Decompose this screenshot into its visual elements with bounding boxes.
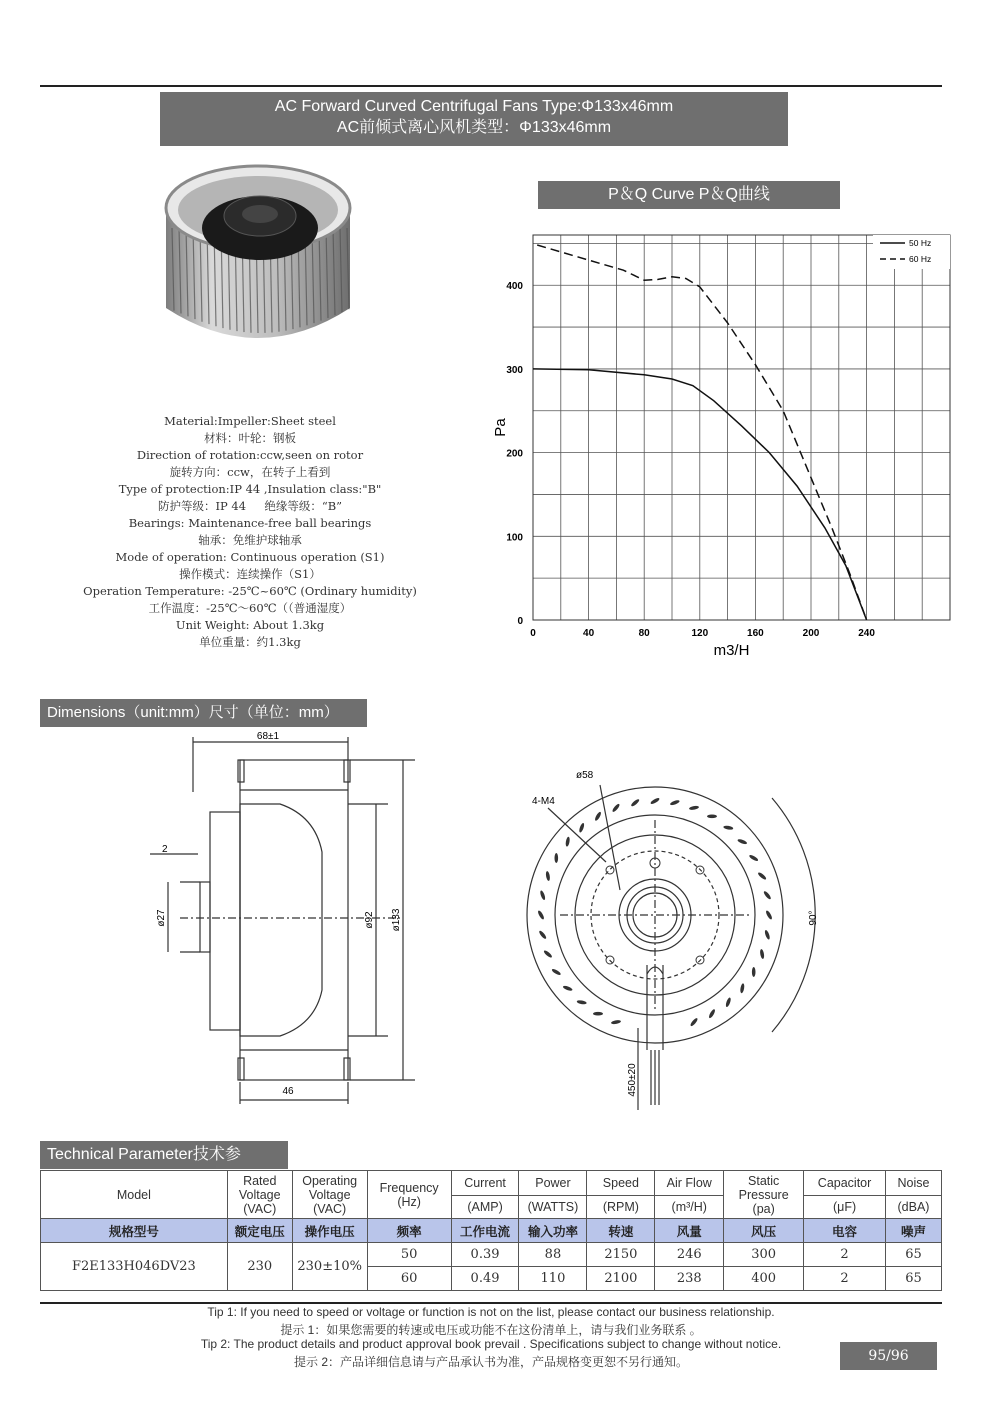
- header-rated-voltage: Rated Voltage (VAC): [227, 1171, 292, 1219]
- title-chinese: AC前倾式离心风机类型：Φ133x46mm: [336, 119, 612, 136]
- x-tick-label: 120: [691, 628, 709, 639]
- blade-slot: [723, 825, 733, 830]
- blade-slot: [737, 838, 748, 845]
- x-tick-label: 40: [583, 628, 595, 639]
- chinese-header-row: [41, 1219, 942, 1243]
- spec-line: Direction of rotation:ccw,seen on rotor: [136, 448, 364, 462]
- side-view-drawing: [140, 732, 430, 1102]
- tip-2-english: Tip 2: The product details and product approval book prevail . Specifications subject to change without notice.: [200, 1337, 782, 1351]
- technical-parameter-table: [40, 1170, 942, 1291]
- cell: 88: [519, 1243, 587, 1267]
- blade-slot: [543, 949, 553, 958]
- blade-slot: [630, 798, 640, 807]
- legend-label: 60 Hz: [909, 254, 932, 264]
- spec-line: 单位重量：约1.3kg: [199, 635, 301, 649]
- dim-d27-label: ø27: [156, 909, 167, 927]
- cell: 50: [367, 1243, 451, 1267]
- dimensions-title: Dimensions（unit:mm）尺寸（单位：mm）: [40, 699, 367, 727]
- blade-slot: [763, 890, 772, 900]
- spec-line: Unit Weight: About 1.3kg: [175, 618, 325, 632]
- blade-slot: [538, 930, 547, 940]
- blade-slot: [708, 1008, 716, 1018]
- cell: 0.49: [451, 1267, 519, 1291]
- x-tick-label: 160: [747, 628, 764, 639]
- dim-d92-label: ø92: [364, 911, 375, 929]
- spec-line: 防护等级：IP 44 绝缘等级：“B”: [157, 499, 343, 513]
- blade-slot: [752, 967, 756, 977]
- header-capacitor: Capacitor: [804, 1171, 886, 1196]
- blade-slot: [578, 822, 585, 833]
- cell: 246: [655, 1243, 724, 1267]
- front-view-drawing: [520, 760, 840, 1140]
- cell: 400: [724, 1267, 804, 1291]
- spec-line: Mode of operation: Continuous operation (S1): [115, 550, 385, 564]
- blade-slot: [759, 949, 764, 959]
- spec-line: 工作温度：-25℃～60℃（（普通湿度）: [148, 601, 352, 615]
- page-number: 95/96: [840, 1342, 937, 1370]
- y-axis-label: Pa: [492, 418, 509, 437]
- blade-slot: [669, 799, 680, 806]
- spec-line: Type of protection:IP 44 ,Insulation class:"B": [118, 482, 382, 496]
- cn-header: 输入功率: [519, 1219, 587, 1243]
- page-title: [160, 92, 788, 146]
- header-speed: Speed: [587, 1171, 655, 1196]
- spec-line: 操作模式：连续操作（S1）: [179, 567, 321, 581]
- blade-slot: [551, 968, 561, 976]
- blade-slot: [565, 836, 570, 846]
- cell: 2: [804, 1267, 886, 1291]
- blade-slot: [611, 803, 620, 813]
- x-tick-label: 80: [638, 628, 650, 639]
- spec-line: 轴承：免维护球轴承: [198, 533, 302, 547]
- blade-slot: [537, 910, 545, 920]
- technical-parameter-title: Technical Parameter技术参: [40, 1141, 288, 1169]
- cn-header: 工作电流: [451, 1219, 519, 1243]
- blade-slot: [689, 805, 699, 810]
- specifications-list: [40, 413, 460, 651]
- cell-model: F2E133H046DV23: [41, 1243, 228, 1291]
- unit-speed: (RPM): [587, 1196, 655, 1219]
- x-tick-label: 240: [858, 628, 875, 639]
- y-tick-label: 300: [506, 364, 523, 376]
- pq-curve-title: P＆Q Curve P＆Q曲线: [538, 181, 840, 209]
- cell: 60: [367, 1267, 451, 1291]
- pq-chart: [492, 225, 965, 665]
- y-tick-label: 0: [517, 616, 523, 627]
- cell: 65: [886, 1267, 942, 1291]
- cell-rated-voltage: 230: [227, 1243, 292, 1291]
- header-air-flow: Air Flow: [655, 1171, 724, 1196]
- header-row: [41, 1171, 942, 1196]
- series-line-60hz: [537, 245, 866, 620]
- cn-header: 频率: [367, 1219, 451, 1243]
- cell: 238: [655, 1267, 724, 1291]
- dim-m4-label: 4-M4: [532, 796, 555, 807]
- blade-slot: [725, 997, 732, 1008]
- tip-1-english: Tip 1: If you need to speed or voltage or function is not on the list, please contact our business relationship.: [207, 1305, 775, 1319]
- spec-line: Material:Impeller:Sheet steel: [164, 414, 336, 428]
- unit-air-flow: (m³/H): [655, 1196, 724, 1219]
- tip-1-chinese: 提示 1：如果您需要的转速或电压或功能不在这份清单上，请与我们业务联系 。: [280, 1323, 702, 1337]
- cell: 2100: [587, 1267, 655, 1291]
- blade-slot: [545, 871, 550, 881]
- spec-line: Bearings: Maintenance-free ball bearings: [128, 516, 372, 530]
- blade-slot: [576, 1000, 586, 1005]
- cell: 0.39: [451, 1243, 519, 1267]
- cn-header: 电容: [804, 1219, 886, 1243]
- blade-slot: [611, 1019, 621, 1024]
- top-rule: [40, 85, 942, 87]
- y-tick-label: 400: [506, 281, 523, 293]
- blade-slot: [539, 890, 546, 901]
- header-model: Model: [41, 1171, 228, 1219]
- unit-current: (AMP): [451, 1196, 519, 1219]
- blade-slot: [757, 871, 767, 880]
- blade-slot: [748, 854, 758, 862]
- cn-header: 风量: [655, 1219, 724, 1243]
- dim-d133-label: ø133: [391, 908, 402, 932]
- cn-header: 额定电压: [227, 1219, 292, 1243]
- blade-slot: [764, 929, 771, 940]
- cn-header: 风压: [724, 1219, 804, 1243]
- unit-capacitor: (μF): [804, 1196, 886, 1219]
- fan-photo: [158, 158, 358, 363]
- cell: 65: [886, 1243, 942, 1267]
- blade-slot: [765, 910, 773, 920]
- bottom-rule: [40, 1302, 942, 1304]
- cn-header: 转速: [587, 1219, 655, 1243]
- cn-header: 规格型号: [41, 1219, 228, 1243]
- cell: 2150: [587, 1243, 655, 1267]
- y-tick-label: 200: [506, 448, 523, 460]
- title-english: AC Forward Curved Centrifugal Fans Type:Φ133x46mm: [274, 98, 674, 115]
- header-operating-voltage: Operating Voltage (VAC): [292, 1171, 367, 1219]
- spec-line: 旋转方向：ccw，在转子上看到: [169, 465, 331, 479]
- dim-angle-label: 90°: [808, 910, 819, 926]
- unit-power: (WATTS): [519, 1196, 587, 1219]
- spec-line: 材料：叶轮：钢板: [204, 431, 296, 445]
- unit-noise: (dBA): [886, 1196, 942, 1219]
- x-tick-label: 0: [530, 628, 536, 639]
- blade-slot: [689, 1017, 698, 1027]
- header-power: Power: [519, 1171, 587, 1196]
- header-noise: Noise: [886, 1171, 942, 1196]
- blade-slot: [740, 983, 745, 993]
- blade-slot: [562, 985, 573, 992]
- dim-depth-label: 46: [282, 1086, 294, 1097]
- blade-slot: [594, 811, 602, 821]
- x-tick-label: 200: [802, 628, 820, 639]
- dim-gap-label: 2: [162, 844, 168, 855]
- tip-2-chinese: 提示 2：产品详细信息请与产品承认书为准，产品规格变更恕不另行通知。: [293, 1355, 688, 1369]
- cell: 110: [519, 1267, 587, 1291]
- x-axis-label: m3/H: [713, 642, 750, 659]
- spec-line: Operation Temperature: -25℃~60℃ (Ordinary humidity): [83, 584, 417, 598]
- blade-slot: [650, 797, 660, 805]
- plot-frame: [533, 235, 950, 620]
- blade-slot: [707, 815, 717, 819]
- header-static-pressure: Static Pressure (pa): [724, 1171, 804, 1219]
- cell: 300: [724, 1243, 804, 1267]
- cn-header: 操作电压: [292, 1219, 367, 1243]
- header-current: Current: [451, 1171, 519, 1196]
- table-row: [41, 1243, 942, 1267]
- y-tick-label: 100: [506, 532, 523, 544]
- dim-cable-label: 450±20: [627, 1063, 638, 1097]
- dim-width-label: 68±1: [256, 731, 280, 742]
- blade-slot: [593, 1012, 603, 1016]
- cn-header: 噪声: [886, 1219, 942, 1243]
- blade-slot: [555, 853, 559, 863]
- legend-label: 50 Hz: [909, 238, 932, 248]
- header-frequency: Frequency (Hz): [367, 1171, 451, 1219]
- cell: 2: [804, 1243, 886, 1267]
- dim-d58-label: ø58: [576, 770, 594, 781]
- cell-operating-voltage: 230±10%: [292, 1243, 367, 1291]
